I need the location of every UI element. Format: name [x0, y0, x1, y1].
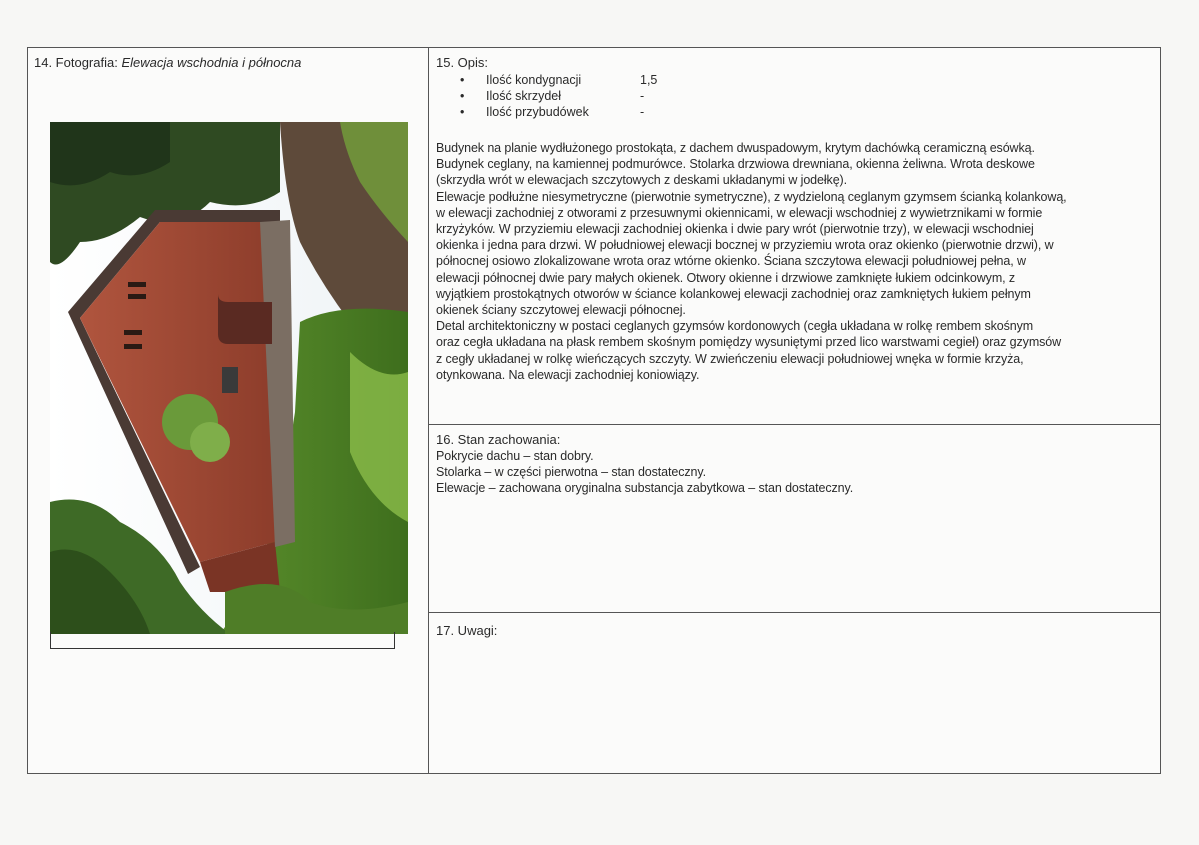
description-line: (skrzydła wrót w elewacjach szczytowych z deskami układanymi w jodełkę). [436, 173, 847, 188]
description-line: okienka i jedna para drzwi. W południowej elewacji bocznej w przyziemiu wrota oraz okienko (pierwotnie drzwi), w [436, 238, 1054, 253]
condition-line: Elewacje – zachowana oryginalna substancja zabytkowa – stan dostateczny. [436, 481, 854, 496]
description-line: elewacji północnej dwie pary małych okienek. Otwory okienne i drzwiowe zamknięte łukiem odcinkowym, z [436, 270, 1016, 285]
bullet-item [460, 88, 657, 104]
photo-section-number: 14. Fotografia: [34, 55, 122, 70]
condition-line: Stolarka – w części pierwotna – stan dostateczny. [436, 465, 707, 480]
section-divider-16 [428, 424, 1161, 425]
description-line: otynkowana. Na elewacji zachodniej koniowiązy. [436, 367, 700, 382]
description-line: z cegły układanej w rolkę wieńczących szczyty. W zwieńczeniu elewacji południowej wnęka w formie krzyża, [436, 351, 1024, 366]
bullet-value: - [640, 89, 645, 103]
bullet-dot: • [460, 89, 465, 103]
condition-body [436, 448, 1156, 497]
bullet-label: Ilość kondygnacji [486, 73, 582, 87]
section-divider-17 [428, 612, 1161, 613]
description-line: Budynek ceglany, na kamiennej podmurówce. Stolarka drzwiowa drewniana, okienna żeliwna. Wrota deskowe [436, 157, 1035, 172]
bullet-value: - [640, 105, 645, 119]
building-photo-image [50, 122, 408, 634]
description-bullet-list [460, 72, 657, 120]
photo-section-title [34, 55, 301, 71]
bullet-item [460, 72, 657, 88]
description-line: wyjątkiem prostokątnych otworów w ściance kolankowej elewacji zachodniej oraz zamkniętych łukiem pełnym [436, 286, 1031, 301]
bullet-item [460, 104, 657, 120]
description-line: krzyżyków. W przyziemiu elewacji zachodniej okienka i dwie pary wrót (pierwotnie trzy), w elewacji wschodniej [436, 222, 1034, 237]
bullet-value: 1,5 [640, 73, 658, 87]
description-section-title: 15. Opis: [436, 55, 489, 70]
condition-line: Pokrycie dachu – stan dobry. [436, 449, 594, 463]
description-line: oraz cegła układana na płask rembem skośnym pomiędzy wysuniętymi przed lico warstwami cegieł) oraz gzymsów [436, 335, 1062, 350]
description-line: okienek ściany szczytowej elewacji północnej. [436, 303, 686, 318]
building-photo [50, 122, 408, 634]
bullet-label: Ilość przybudówek [486, 105, 589, 119]
description-line: Budynek na planie wydłużonego prostokąta, z dachem dwuspadowym, krytym dachówką ceramiczną esówką. [436, 141, 1035, 155]
photo-frame-bottom [50, 632, 395, 649]
condition-section-title: 16. Stan zachowania: [436, 432, 561, 447]
description-body [436, 140, 1156, 383]
bullet-dot: • [460, 105, 465, 119]
description-line: północnej osiowo zlokalizowane wrota oraz wtórne okienko. Ściana szczytowa elewacji południowej pełna, w [436, 254, 1026, 269]
description-line: Elewacje podłużne niesymetryczne (pierwotnie symetryczne), z wydzieloną ceglanym gzymsem ścianką kolankową, [436, 189, 1067, 204]
bullet-label: Ilość skrzydeł [486, 89, 562, 103]
description-line: Detal architektoniczny w postaci ceglanych gzymsów kordonowych (cegła układana w rolkę rembem skośnym [436, 319, 1034, 334]
photo-caption: Elewacja wschodnia i północna [121, 55, 302, 70]
description-line: w elewacji zachodniej z otworami z przesuwnymi okiennicami, w elewacji wschodniej z wywietrznikami w formie [436, 205, 1043, 220]
remarks-section-title: 17. Uwagi: [436, 623, 498, 638]
column-divider [428, 47, 429, 774]
bullet-dot: • [460, 73, 465, 87]
